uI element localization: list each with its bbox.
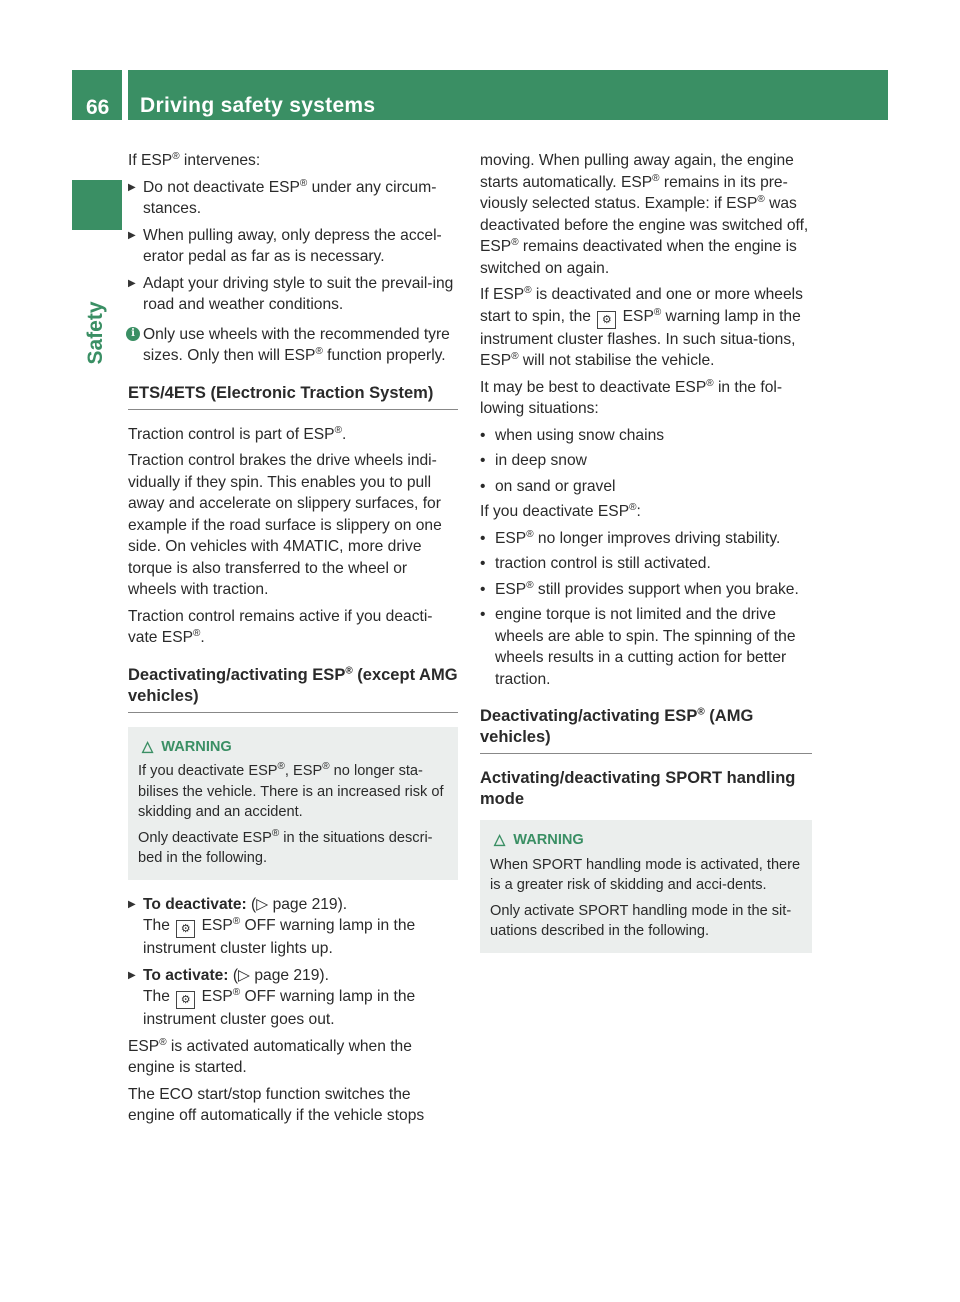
- warning-triangle-icon: △: [494, 832, 506, 848]
- left-column: [128, 150, 458, 1132]
- paragraph: It may be best to deactivate ESP® in the fol-lowing situations:: [480, 377, 783, 417]
- page-reference[interactable]: (▷ page 219).: [251, 895, 348, 913]
- step-deactivate: ▶ To deactivate: (▷ page 219). The ⚙ ESP® OFF warning lamp in the instrument cluster lights up.: [128, 894, 458, 960]
- step-item: ▶ Do not deactivate ESP® under any circum-stances.: [128, 177, 458, 220]
- section-title: Driving safety systems: [128, 70, 888, 120]
- esp-off-lamp-icon: ⚙: [176, 920, 195, 938]
- heading-sport: Activating/deactivating SPORT handling mode: [480, 769, 796, 808]
- note-text: Only use wheels with the recommended tyre sizes. Only then will ESP® function properly.: [143, 325, 450, 364]
- warning-title: △ WARNING: [490, 830, 802, 851]
- warning-text: If you deactivate ESP®, ESP® no longer sta-bilises the vehicle. There is an increased risk of skidding and an accident.: [138, 761, 444, 820]
- side-tab-label: Safety: [84, 301, 107, 365]
- warning-text: When SPORT handling mode is activated, there is a greater risk of skidding and acci-dents.: [490, 856, 801, 893]
- paragraph: The ECO start/stop function switches the engine off automatically if the vehicle stops: [128, 1085, 425, 1124]
- list-item: • when using snow chains: [480, 426, 665, 444]
- page-number: 66: [72, 70, 122, 120]
- page-reference[interactable]: (▷ page 219).: [232, 966, 329, 984]
- list-item: • engine torque is not limited and the drive wheels are able to spin. The spinning of the wheels results in a cutting action for better traction.: [480, 606, 796, 688]
- paragraph: Traction control brakes the drive wheels indi-vidually if they spin. This enables you to pull away and accelerate on slippery surfaces, for example if the road surface is slippery on one side. On vehicles with 4MATIC, more drive torque is also transferred to the wheel or wheels with traction.: [128, 452, 442, 598]
- info-note: [128, 324, 458, 367]
- heading-deactivate-esp: Deactivating/activating ESP® (except AMG vehicles): [128, 665, 458, 713]
- list-item: • ESP® no longer improves driving stability.: [480, 528, 781, 547]
- step-label: To deactivate:: [143, 895, 247, 913]
- warning-triangle-icon: △: [142, 738, 154, 755]
- step-activate: ▶ To activate: (▷ page 219). The ⚙ ESP® OFF warning lamp in the instrument cluster goes out.: [128, 965, 458, 1031]
- list-item: • ESP® still provides support when you brake.: [480, 579, 799, 598]
- paragraph: If ESP® is deactivated and one or more wheels start to spin, the ⚙ ESP® warning lamp in the instrument cluster flashes. In such situa-tions, ESP® will not stabilise the vehicle.: [480, 284, 803, 369]
- heading-ets: ETS/4ETS (Electronic Traction System): [128, 383, 458, 410]
- list-item: • in deep snow: [480, 452, 587, 469]
- paragraph: ESP® is activated automatically when the engine is started.: [128, 1036, 412, 1076]
- paragraph: Traction control is part of ESP®.: [128, 424, 347, 443]
- esp-off-lamp-icon: ⚙: [176, 991, 195, 1009]
- paragraph: If you deactivate ESP®:: [480, 501, 641, 520]
- warning-box: [480, 820, 812, 953]
- paragraph: moving. When pulling away again, the engine starts automatically. ESP® remains in its pre-viously selected status. Example: if ESP® was deactivated before the engine was switched off, ESP® remains deactivated when the engine is switched on again.: [480, 152, 809, 277]
- list-item: • on sand or gravel: [480, 477, 616, 495]
- paragraph: Traction control remains active if you deacti-vate ESP®.: [128, 607, 433, 646]
- step-item: ▶ When pulling away, only depress the accel-erator pedal as far as is necessary.: [128, 225, 458, 268]
- warning-text: Only deactivate ESP® in the situations descri-bed in the following.: [138, 827, 433, 866]
- right-column: [480, 150, 812, 967]
- list-item: • traction control is still activated.: [480, 555, 711, 572]
- warning-box: [128, 727, 458, 880]
- step-item: ▶ Adapt your driving style to suit the prevail-ing road and weather conditions.: [128, 273, 458, 316]
- warning-title: △ WARNING: [138, 737, 448, 758]
- heading-amg: Deactivating/activating ESP® (AMG vehicles): [480, 706, 812, 754]
- side-tab-marker: [72, 180, 122, 230]
- esp-lamp-icon: ⚙: [597, 311, 616, 329]
- warning-text: Only activate SPORT handling mode in the sit-uations described in the following.: [490, 902, 792, 939]
- step-label: To activate:: [143, 966, 229, 984]
- paragraph: If ESP® intervenes:: [128, 150, 261, 169]
- info-icon: i: [126, 327, 140, 341]
